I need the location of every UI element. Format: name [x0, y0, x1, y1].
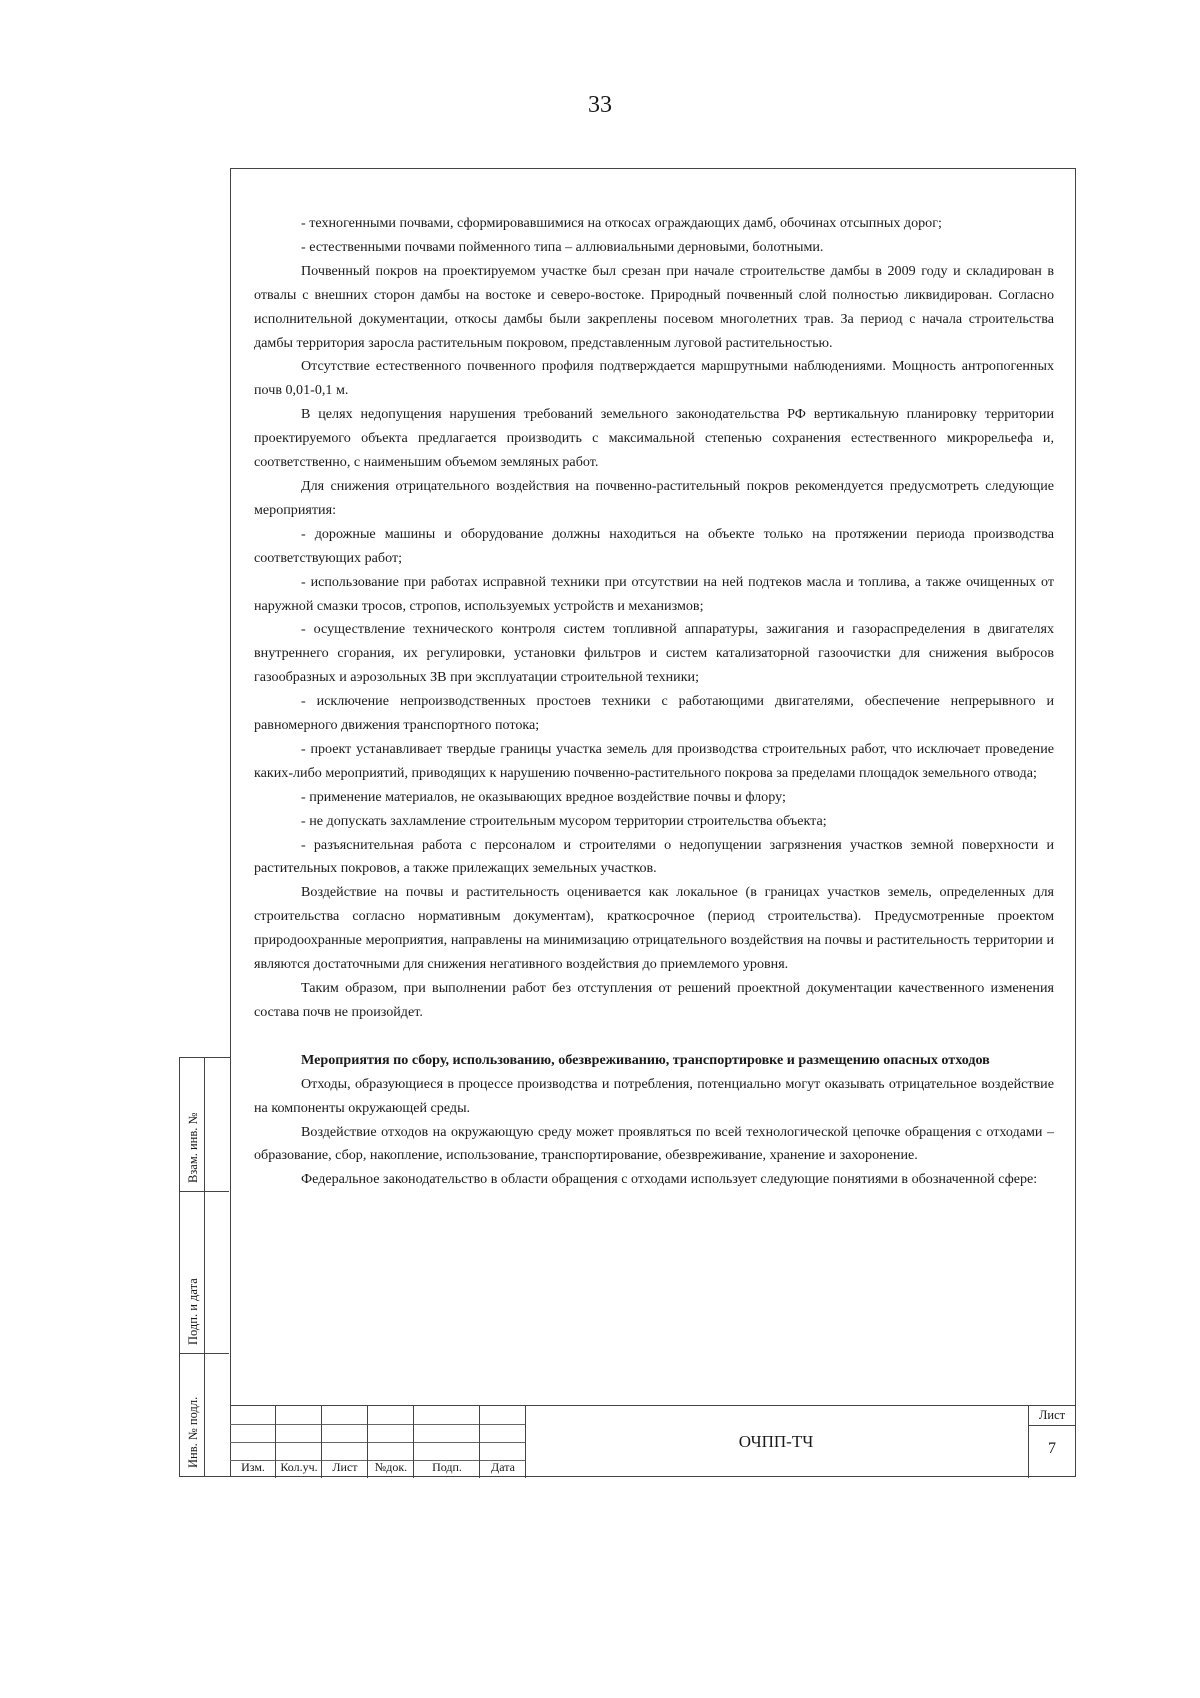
col-label-change: Изм.: [241, 1460, 265, 1474]
document-code: ОЧПП-ТЧ: [738, 1432, 814, 1451]
list-item: - применение материалов, не оказывающих вредное воздействие почвы и флору;: [301, 788, 786, 805]
col-label-count: Кол.уч.: [280, 1460, 318, 1474]
col-label-date: Дата: [491, 1460, 515, 1474]
paragraph: - естественными почвами пойменного типа – аллювиальными дерновыми, болотными.: [301, 238, 824, 255]
side-stamp: [179, 1057, 230, 1477]
side-cell-inv-replace: [180, 1058, 229, 1192]
title-block: [230, 1405, 1076, 1477]
side-cell-inv-original: [180, 1354, 229, 1476]
paragraph: Для снижения отрицательного воздействия на почвенно-растительный покров рекомендуется предусмотреть следующие мероприятия:: [254, 477, 1054, 518]
paragraph: - техногенными почвами, сформировавшимися на откосах ограждающих дамб, обочинах отсыпных дорог;: [301, 215, 942, 231]
list-item: - разъяснительная работа с персоналом и строителями о недопущении загрязнения участков земной поверхности и растительных покровов, а также прилежащих земельных участков.: [254, 836, 1054, 877]
sheet-label: Лист: [1029, 1408, 1075, 1426]
title-block-grid: [230, 1406, 526, 1478]
list-item: - не допускать захламление строительным мусором территории строительства объекта;: [301, 812, 827, 829]
paragraph: Отходы, образующиеся в процессе производства и потребления, потенциально могут оказывать отрицательное воздействие на компоненты окружающей среды.: [254, 1075, 1054, 1116]
sheet-box: [1028, 1406, 1076, 1478]
section-heading: Мероприятия по сбору, использованию, обезвреживанию, транспортировке и размещению опасных отходов: [301, 1051, 990, 1068]
col-label-signature: Подп.: [432, 1460, 462, 1474]
paragraph: Почвенный покров на проектируемом участке был срезан при начале строительстве дамбы в 2009 году и складирован в отвалы с внешних сторон дамбы на востоке и северо-востоке. Природный почвенный слой полностью ликвидирован. Согласно исполнительной документации, откосы дамбы были закреплены посевом многолетних трав. За период с начала строительства дамбы территория заросла растительным покровом, представленным луговой растительностью.: [254, 262, 1054, 351]
list-item: - осуществление технического контроля систем топливной аппаратуры, зажигания и газораспределения в двигателях внутреннего сгорания, их регулировки, установки фильтров и систем катализаторной газоочистки для снижения выбросов газообразных и аэрозольных ЗВ при эксплуатации строительной техники;: [254, 621, 1054, 686]
list-item: - проект устанавливает твердые границы участка земель для производства строительных работ, что исключает проведение каких-либо мероприятий, приводящих к нарушению почвенно-растительного покрова за пределами площадок земельного отвода;: [254, 740, 1054, 781]
page-number: 33: [588, 92, 612, 118]
paragraph: Воздействие отходов на окружающую среду может проявляться по всей технологической цепочке обращения с отходами – образование, сбор, накопление, использование, транспортирование, обезвреживание, хранение и захоронение.: [254, 1123, 1054, 1164]
side-label-inv-original: Инв. № подл.: [186, 1396, 200, 1468]
paragraph: Таким образом, при выполнении работ без отступления от решений проектной документации качественного изменения состава почв не произойдет.: [254, 980, 1054, 1020]
side-cell-sign-date: [180, 1192, 229, 1354]
document-body: [254, 212, 1054, 1362]
sheet-number: 7: [1048, 1440, 1056, 1457]
paragraph: Отсутствие естественного почвенного профиля подтверждается маршрутными наблюдениями. Мощность антропогенных почв 0,01-0,1 м.: [254, 358, 1054, 399]
list-item: - исключение непроизводственных простоев техники с работающими двигателями, обеспечение непрерывного и равномерного движения транспортного потока;: [254, 693, 1054, 734]
col-label-sheet: Лист: [332, 1460, 358, 1474]
col-label-doc-number: №док.: [374, 1460, 408, 1474]
paragraph: Воздействие на почвы и растительность оценивается как локальное (в границах участков земель, определенных для строительства согласно нормативным документам), краткосрочное (период строительства). Предусмотренные проектом природоохранные мероприятия, направлены на минимизацию отрицательного воздействия на почвы и растительность территории и являются достаточными для снижения негативного воздействия до приемлемого уровня.: [254, 884, 1054, 973]
side-label-sign-date: Подп. и дата: [186, 1278, 200, 1345]
list-item: - дорожные машины и оборудование должны находиться на объекте только на протяжении периода производства соответствующих работ;: [254, 525, 1054, 566]
side-label-inv-replace: Взам. инв. №: [186, 1112, 200, 1183]
paragraph: Федеральное законодательство в области обращения с отходами использует следующие понятиями в обозначенной сфере:: [301, 1171, 1038, 1188]
paragraph: В целях недопущения нарушения требований земельного законодательства РФ вертикальную планировку территории проектируемого объекта предлагается производить с максимальной степенью сохранения естественного микрорельефа и, соответственно, с наименьшим объемом земляных работ.: [254, 406, 1054, 471]
list-item: - использование при работах исправной техники при отсутствии на ней подтеков масла и топлива, а также очищенных от наружной смазки тросов, стропов, используемых устройств и механизмов;: [254, 573, 1054, 614]
